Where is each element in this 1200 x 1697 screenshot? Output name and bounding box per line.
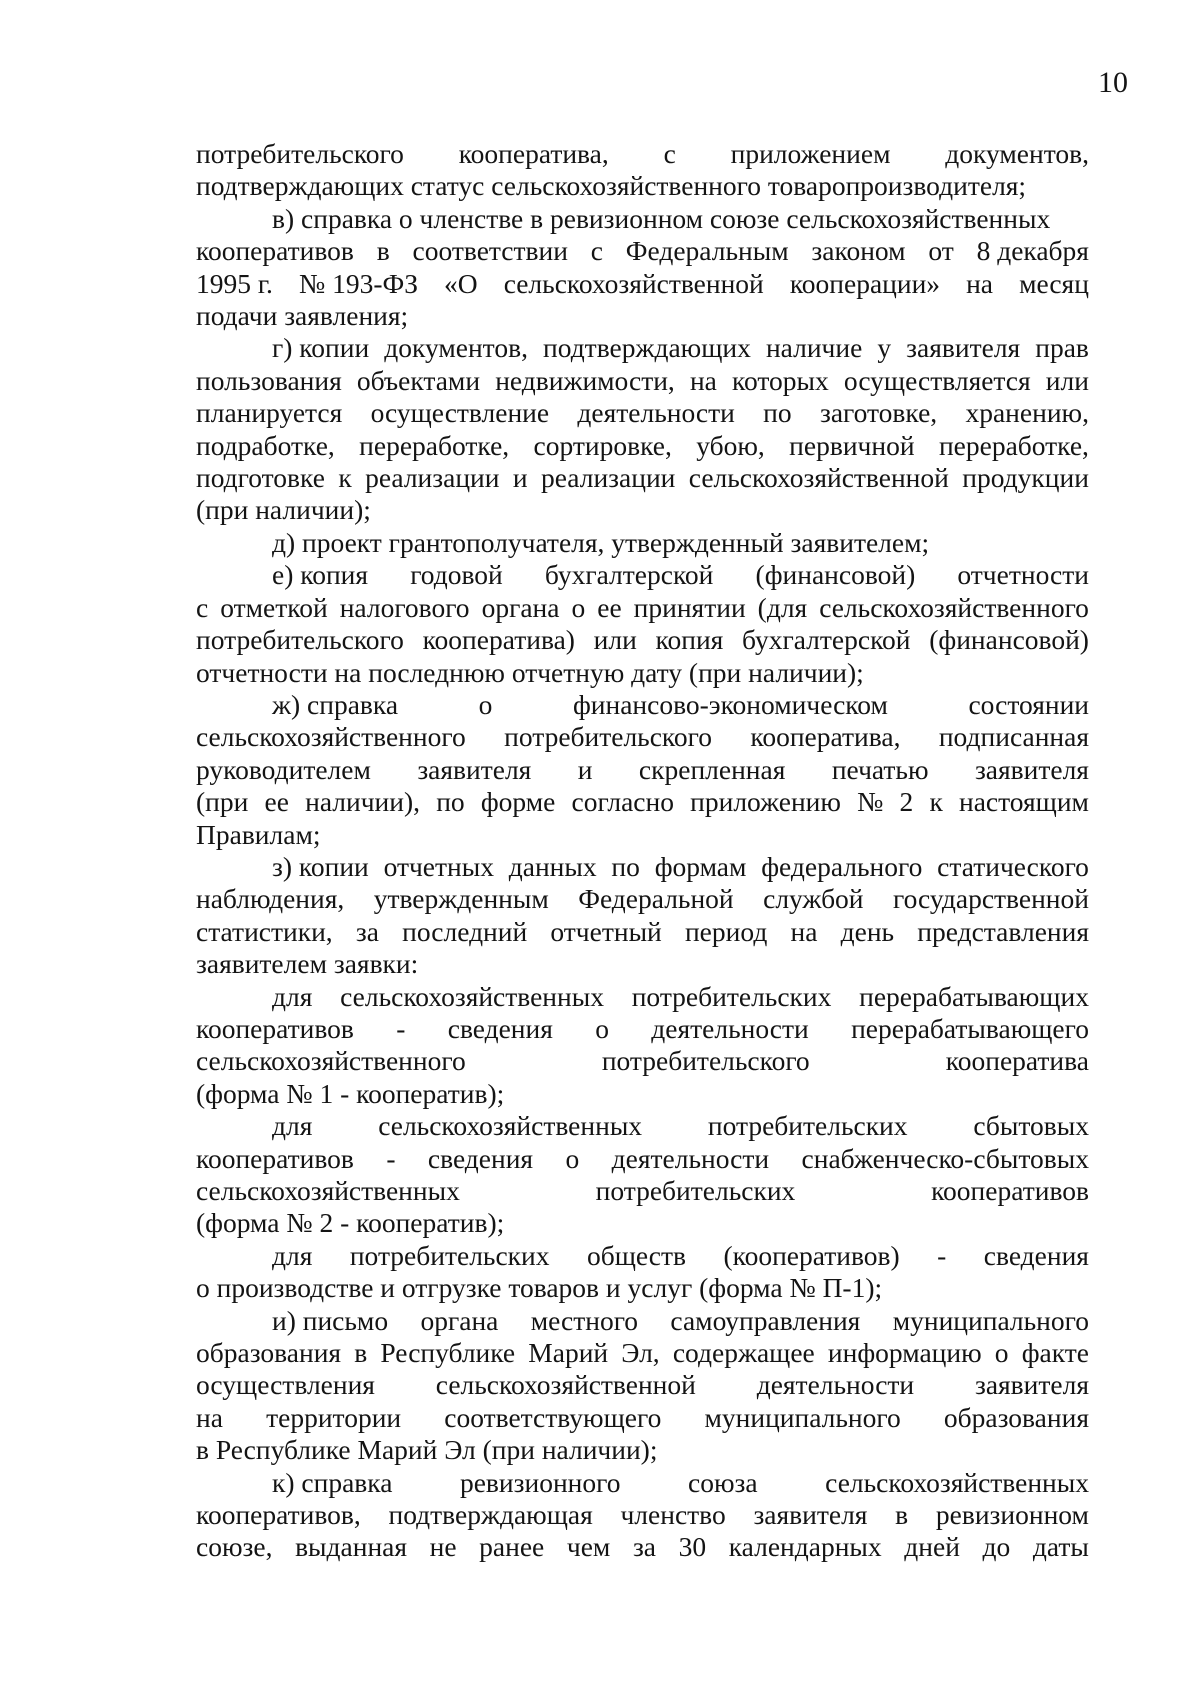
word: №	[857, 786, 884, 818]
word: сведения	[427, 1142, 534, 1174]
word: о	[595, 1012, 609, 1044]
word: по	[611, 850, 640, 882]
word: продукции	[962, 462, 1089, 494]
word: и	[512, 462, 528, 494]
word: № 193-ФЗ	[298, 267, 418, 299]
word: потребительского	[196, 624, 404, 656]
text-line	[196, 332, 1089, 364]
word: заготовке,	[819, 397, 938, 429]
word: перерабатывающих	[859, 980, 1089, 1012]
word: -	[937, 1239, 947, 1271]
word: заявителя	[417, 753, 532, 785]
word: форме	[480, 786, 556, 818]
word: кооперации»	[789, 267, 941, 299]
word: Марий	[528, 1337, 609, 1369]
word: печатью	[831, 753, 929, 785]
word: отчетный	[550, 915, 662, 947]
text-line	[196, 754, 1089, 786]
text-line	[196, 851, 1089, 883]
word: реализации	[540, 462, 676, 494]
word: первичной	[789, 429, 915, 461]
word: период	[684, 915, 768, 947]
text-line	[196, 365, 1089, 397]
word: осуществления	[196, 1369, 375, 1401]
word: сортировке,	[533, 429, 672, 461]
word: по	[436, 786, 465, 818]
word: (финансовой)	[929, 624, 1089, 656]
word: сведения	[983, 1239, 1089, 1271]
word: к) справка	[272, 1466, 393, 1498]
word: кооператива)	[422, 624, 575, 656]
word: бухгалтерской	[742, 624, 911, 656]
word: 1995 г.	[196, 267, 273, 299]
word: законом	[811, 235, 906, 267]
paragraph	[196, 527, 1089, 559]
word: осуществление	[370, 397, 550, 429]
word: переработке,	[938, 429, 1089, 461]
text-line	[196, 559, 1089, 591]
word: сельскохозяйственного	[196, 721, 466, 753]
word: сбытовых	[973, 1110, 1089, 1142]
word: или	[1045, 364, 1089, 396]
word: чем	[566, 1531, 611, 1563]
text-line: о производстве и отгрузке товаров и услуг (форма № П-1);	[196, 1272, 883, 1304]
word: годовой	[410, 559, 503, 591]
word: о	[565, 1142, 580, 1174]
word: подработке,	[196, 429, 335, 461]
word: с	[196, 591, 209, 623]
word: за	[355, 915, 379, 947]
text-line	[196, 916, 1089, 948]
text-line: (форма № 2 - кооператив);	[196, 1207, 505, 1239]
page-number: 10	[1098, 66, 1128, 99]
word: муниципального	[704, 1401, 901, 1433]
word: ее	[597, 591, 622, 623]
text-line	[196, 592, 1089, 624]
word: деятельности	[651, 1012, 809, 1044]
word: потребительских	[595, 1175, 796, 1206]
word: объектами	[356, 364, 481, 396]
word: пользования	[196, 364, 342, 396]
word: кооперативов	[931, 1175, 1089, 1206]
text-line	[196, 1369, 1089, 1401]
word: (финансовой)	[755, 559, 916, 591]
word: которых	[732, 364, 829, 396]
word: о	[571, 591, 586, 623]
word: утвержденным	[373, 883, 549, 915]
word: до	[982, 1531, 1011, 1563]
text-line	[196, 624, 1089, 656]
word: приложением	[730, 138, 891, 169]
text-line	[196, 397, 1089, 429]
word: к	[338, 462, 352, 494]
word: наличие	[765, 332, 863, 364]
word: ж) справка	[272, 688, 399, 720]
word: ее	[264, 786, 289, 818]
word: по	[763, 397, 792, 429]
word: в) справка о членстве в ревизионном союзе сельскохозяйственных	[272, 202, 1051, 234]
word: данных	[508, 850, 597, 882]
word: перерабатывающего	[851, 1012, 1089, 1044]
word: кооперативов	[196, 1142, 354, 1174]
word: последний	[402, 915, 528, 947]
word: факте	[1021, 1337, 1089, 1369]
word: подготовке	[196, 462, 325, 494]
word: недвижимости,	[495, 364, 675, 396]
word: для	[272, 1110, 313, 1142]
word: обществ	[586, 1239, 686, 1271]
paragraph	[196, 332, 1089, 526]
word: -	[386, 1142, 396, 1174]
paragraph	[196, 1110, 1089, 1240]
word: (при	[196, 786, 249, 818]
word: документов,	[945, 138, 1089, 169]
word: образования	[196, 1337, 342, 1369]
word: скрепленная	[638, 753, 786, 785]
paragraph	[196, 1240, 1089, 1305]
word: дней	[904, 1531, 960, 1563]
word: ранее	[479, 1531, 545, 1563]
word: 8 декабря	[976, 235, 1089, 267]
word: прав	[1035, 332, 1089, 364]
paragraph	[196, 981, 1089, 1111]
word: сведения	[447, 1012, 553, 1044]
word: не	[429, 1531, 457, 1563]
word: федерального	[761, 850, 923, 882]
word: представления	[917, 915, 1089, 947]
word: отметкой	[220, 591, 328, 623]
word: 30	[678, 1531, 707, 1563]
word: соответствии	[412, 235, 568, 267]
word: финансово-экономическом	[572, 688, 888, 720]
word: государственной	[892, 883, 1089, 915]
text-line	[196, 721, 1089, 753]
word: и) письмо	[272, 1304, 389, 1336]
word: потребительских	[349, 1239, 550, 1271]
word: руководителем	[196, 753, 371, 785]
word: подписанная	[938, 721, 1089, 753]
word: союза	[688, 1466, 758, 1498]
word: образования	[943, 1401, 1089, 1433]
word: кооператива,	[458, 138, 609, 169]
word: заявителя	[974, 753, 1089, 785]
word: сельскохозяйственной	[503, 267, 764, 299]
word: заявителя	[906, 332, 1021, 364]
word: кооператива	[945, 1045, 1089, 1077]
word: бухгалтерской	[544, 559, 714, 591]
paragraph	[196, 1305, 1089, 1467]
word: налогового	[339, 591, 470, 623]
text-line	[196, 883, 1089, 915]
word: сельскохозяйственных	[378, 1110, 643, 1142]
word: в	[895, 1499, 909, 1531]
word: о	[478, 688, 493, 720]
word: сельскохозяйственных	[340, 980, 604, 1012]
word: формам	[654, 850, 747, 882]
word: кооперативов	[196, 1012, 354, 1044]
word: на	[689, 364, 717, 396]
word: самоуправления	[670, 1304, 861, 1336]
word: и	[577, 753, 593, 785]
word: выданная	[295, 1531, 408, 1563]
text-line	[196, 1499, 1089, 1531]
word: на	[966, 267, 994, 299]
word: настоящим	[959, 786, 1089, 818]
word: отчетных	[383, 850, 494, 882]
word: состоянии	[968, 688, 1089, 720]
text-line	[196, 1305, 1089, 1337]
word: потребительского	[601, 1045, 810, 1077]
word: хранению,	[965, 397, 1089, 429]
word: 2	[899, 786, 914, 818]
word: ревизионном	[935, 1499, 1089, 1531]
word: о	[994, 1337, 1009, 1369]
text-line: д) проект грантополучателя, утвержденный заявителем;	[272, 526, 930, 558]
word: ревизионного	[459, 1466, 621, 1498]
word: статического	[937, 850, 1089, 882]
word: для	[272, 1239, 313, 1271]
text-line	[196, 138, 1089, 170]
word: планируется	[196, 397, 343, 429]
text-line	[196, 981, 1089, 1013]
word: потребительского	[504, 721, 712, 753]
word: территории	[266, 1401, 402, 1433]
text-line: в Республике Марий Эл (при наличии);	[196, 1434, 658, 1466]
word: потребительских	[631, 980, 832, 1012]
word: заявителя	[974, 1369, 1089, 1401]
word: кооператива,	[750, 721, 901, 753]
word: кооперативов,	[196, 1499, 361, 1531]
word: согласно	[571, 786, 674, 818]
text-line	[196, 1467, 1089, 1499]
word: Республике	[380, 1337, 516, 1369]
word: муниципального	[892, 1304, 1089, 1336]
word: службой	[763, 883, 864, 915]
word: сельскохозяйственного	[196, 1045, 466, 1077]
text-line	[196, 203, 1089, 235]
text-line	[196, 1143, 1089, 1175]
text-line	[196, 1531, 1089, 1563]
word: снабженческо-сбытовых	[801, 1142, 1089, 1174]
word: на	[196, 1401, 223, 1433]
paragraph	[196, 559, 1089, 689]
word: деятельности	[611, 1142, 770, 1174]
word: подтверждающих	[543, 332, 751, 364]
text-line: подтверждающих статус сельскохозяйственного товаропроизводителя;	[196, 170, 1027, 202]
word: с	[663, 138, 676, 169]
text-line: отчетности на последнюю отчетную дату (при наличии);	[196, 656, 864, 688]
word: деятельности	[756, 1369, 915, 1401]
text-line	[196, 430, 1089, 462]
text-line	[196, 268, 1089, 300]
text-line: подачи заявления;	[196, 300, 409, 332]
document-body	[196, 138, 1089, 1564]
word: осуществляется	[843, 364, 1031, 396]
word: информацию	[827, 1337, 982, 1369]
word: календарных	[728, 1531, 882, 1563]
word: е) копия	[272, 559, 369, 591]
word: кооперативов	[196, 235, 354, 267]
word: сельскохозяйственных	[196, 1175, 460, 1206]
word: за	[632, 1531, 657, 1563]
word: потребительского	[196, 138, 404, 169]
word: (кооперативов)	[723, 1239, 900, 1271]
word: на	[790, 915, 818, 947]
word: приложению	[690, 786, 841, 818]
text-line	[196, 1337, 1089, 1369]
text-line	[196, 689, 1089, 721]
word: з) копии	[272, 850, 369, 882]
word: союзе,	[196, 1531, 273, 1563]
text-line: (при наличии);	[196, 494, 371, 526]
word: или	[593, 624, 637, 656]
word: от	[928, 235, 954, 267]
word: сельскохозяйственной	[435, 1369, 696, 1401]
paragraph	[196, 1467, 1089, 1564]
text-line	[196, 1013, 1089, 1045]
word: для	[272, 980, 313, 1012]
word: содержащее	[672, 1337, 815, 1369]
text-line	[196, 786, 1089, 818]
paragraph	[196, 138, 1089, 203]
word: соответствующего	[444, 1401, 662, 1433]
word: с	[590, 235, 603, 267]
word: подтверждающая	[388, 1499, 593, 1531]
word: -	[396, 1012, 406, 1044]
text-line	[196, 235, 1089, 267]
text-line: заявителем заявки:	[196, 948, 419, 980]
word: месяц	[1019, 267, 1089, 299]
word: сельскохозяйственной	[688, 462, 949, 494]
text-line: (форма № 1 - кооператив);	[196, 1077, 505, 1109]
word: деятельности	[577, 397, 735, 429]
text-line: Правилам;	[196, 818, 321, 850]
word: органа	[420, 1304, 499, 1336]
word: в	[354, 1337, 368, 1369]
word: местного	[530, 1304, 639, 1336]
word: заявителя	[753, 1499, 868, 1531]
word: членство	[620, 1499, 726, 1531]
word: у	[877, 332, 892, 364]
word: переработке,	[359, 429, 510, 461]
word: к	[929, 786, 943, 818]
word: сельскохозяйственных	[825, 1466, 1089, 1498]
word: реализации	[365, 462, 500, 494]
text-line	[196, 1045, 1089, 1077]
word: Эл,	[621, 1337, 660, 1369]
word: наличии),	[305, 786, 421, 818]
text-line	[196, 1402, 1089, 1434]
paragraph	[196, 689, 1089, 851]
word: документов,	[384, 332, 528, 364]
word: отчетности	[957, 559, 1089, 591]
word: копия	[655, 624, 724, 656]
text-line	[196, 1110, 1089, 1142]
word: в	[376, 235, 390, 267]
word: Федеральным	[625, 235, 789, 267]
word: органа	[481, 591, 560, 623]
word: Федеральной	[578, 883, 734, 915]
paragraph	[196, 203, 1089, 333]
paragraph	[196, 851, 1089, 981]
word: г) копии	[272, 332, 370, 364]
word: «О	[444, 267, 478, 299]
text-line	[196, 1240, 1089, 1272]
word: потребительских	[707, 1110, 908, 1142]
word: статистики,	[196, 915, 333, 947]
text-line	[196, 1175, 1089, 1207]
word: принятии	[633, 591, 746, 623]
word: наблюдения,	[196, 883, 345, 915]
word: сельскохозяйственного	[819, 591, 1089, 623]
word: даты	[1032, 1531, 1089, 1563]
text-line	[196, 462, 1089, 494]
word: день	[840, 915, 895, 947]
word: убою,	[696, 429, 765, 461]
word: (для	[757, 591, 808, 623]
